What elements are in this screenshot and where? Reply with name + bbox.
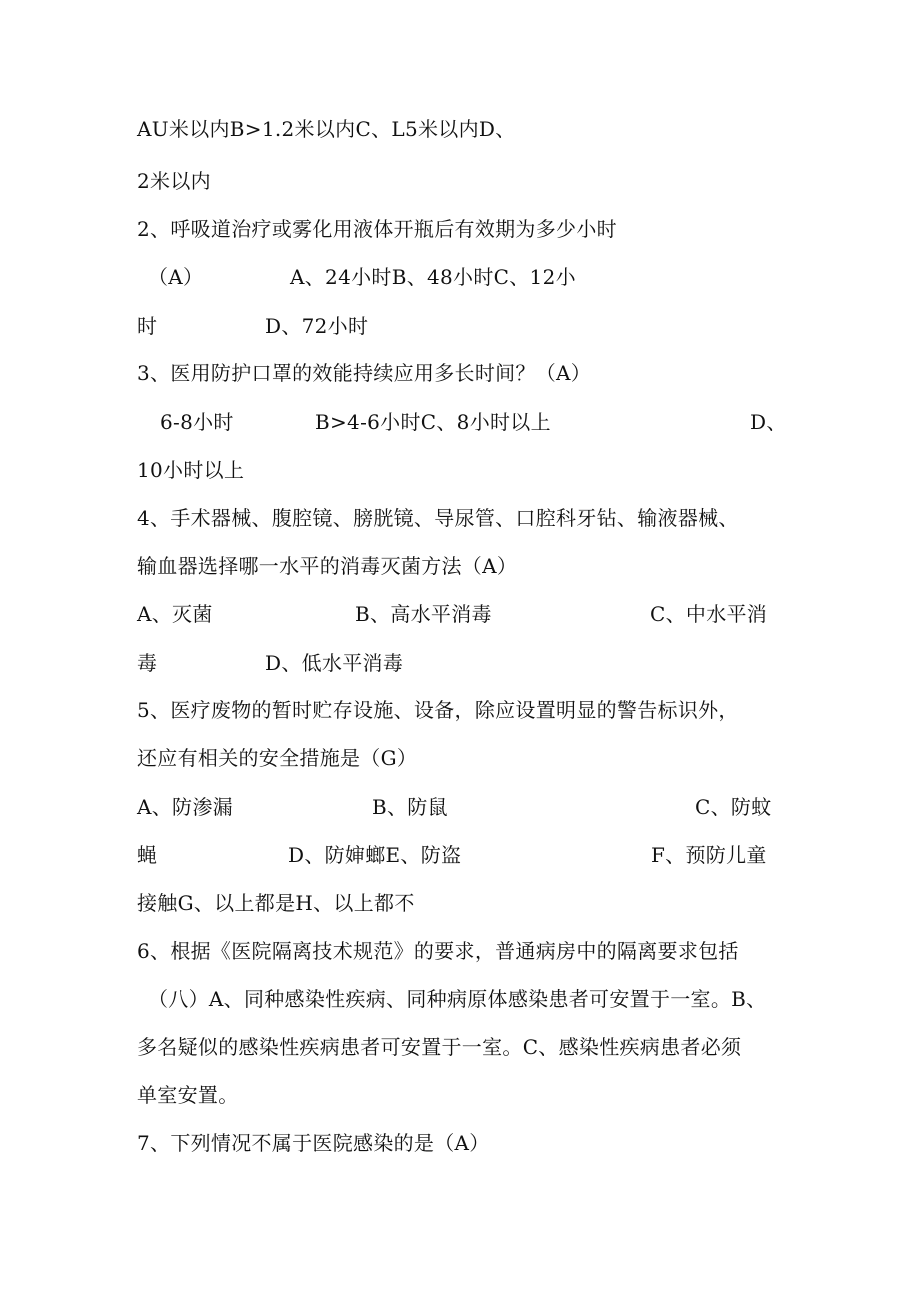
question-5: 5、医疗废物的暂时贮存设施、设备，除应设置明显的警告标识外， xyxy=(137,698,739,722)
options-text: B>4-6小时C、8小时以上 xyxy=(315,410,551,434)
option-d: D、低水平消毒 xyxy=(265,651,404,675)
text-line: 10小时以上 xyxy=(137,458,245,482)
text-line: 单室安置。 xyxy=(137,1083,239,1107)
text-fragment: 蝇 xyxy=(137,843,158,867)
text-line: 2米以内 xyxy=(137,169,211,193)
text-line: 还应有相关的安全措施是（G） xyxy=(137,746,418,770)
options-text: D、防婶螂E、防盗 xyxy=(288,843,462,867)
option-b: B、防鼠 xyxy=(372,795,448,819)
text-fragment: 毒 xyxy=(137,651,158,675)
question-4: 4、手术器械、腹腔镜、膀胱镜、导尿管、口腔科牙钻、输液器械、 xyxy=(137,506,739,530)
answer-key: （A） xyxy=(148,265,204,289)
option-d: D、72小时 xyxy=(265,314,369,338)
option-a: 6-8小时 xyxy=(160,410,234,434)
text-fragment: 时 xyxy=(137,314,158,338)
text-line: 接触G、以上都是H、以上都不 xyxy=(137,891,415,915)
option-c: C、中水平消 xyxy=(650,602,768,626)
question-6: 6、根据《医院隔离技术规范》的要求，普通病房中的隔离要求包括 xyxy=(137,939,739,963)
text-line: （八）A、同种感染性疾病、同种病原体感染患者可安置于一室。B、 xyxy=(148,987,767,1011)
question-7: 7、下列情况不属于医院感染的是（A） xyxy=(137,1131,490,1155)
option-a: A、灭菌 xyxy=(137,602,213,626)
text-line: 多名疑似的感染性疾病患者可安置于一室。C、感染性疾病患者必须 xyxy=(137,1035,742,1059)
text-line: 输血器选择哪一水平的消毒灭菌方法（A） xyxy=(137,554,518,578)
option-c: C、防蚊 xyxy=(695,795,772,819)
question-2: 2、呼吸道治疗或雾化用液体开瓶后有效期为多少小时 xyxy=(137,217,617,241)
option-b: B、高水平消毒 xyxy=(355,602,492,626)
option-f: F、预防儿童 xyxy=(651,843,767,867)
option-d: D、 xyxy=(750,410,787,434)
options-text: A、24小时B、48小时C、12小 xyxy=(290,265,576,289)
option-a: A、防渗漏 xyxy=(137,795,233,819)
text-line: AU米以内B>1.2米以内C、L5米以内D、 xyxy=(137,117,516,141)
question-3: 3、医用防护口罩的效能持续应用多长时间？（A） xyxy=(137,361,592,385)
